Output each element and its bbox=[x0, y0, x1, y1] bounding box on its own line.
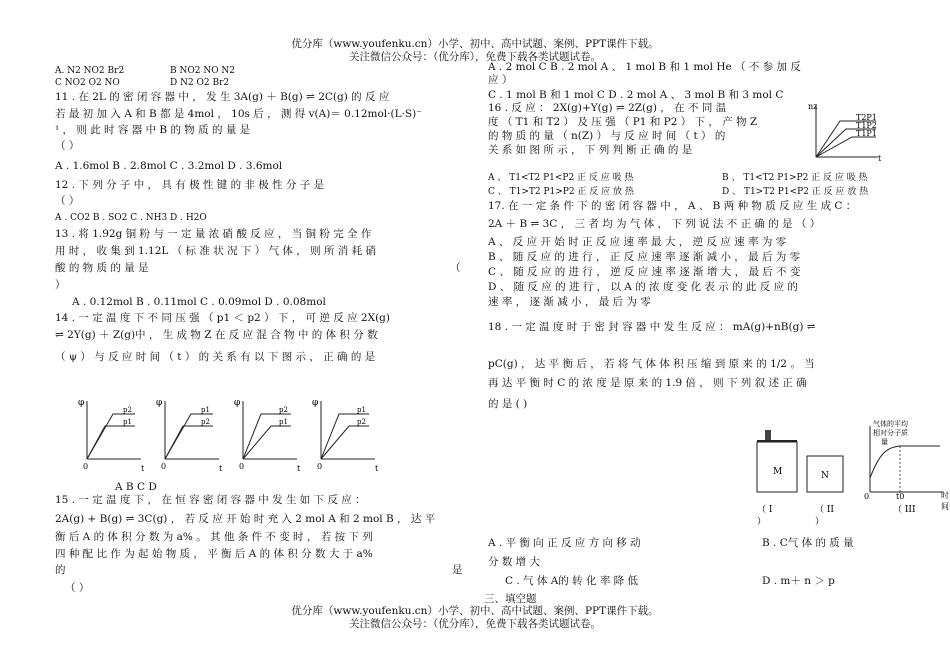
q14-graph-b-y-label: φ bbox=[156, 398, 163, 408]
q14-graph-c-label-p1: p1 bbox=[279, 418, 288, 426]
q14-graph-d-label-p2: p2 bbox=[357, 418, 366, 426]
q18-fig-t0: t0 bbox=[896, 492, 905, 501]
q15-line-4: 四 种 配 比 作 为 起 始 物 质 ， 平 衡 后 A 的 体 积 分 数 大 于 a% bbox=[55, 548, 373, 560]
q14-graph-b-label-p1: p1 bbox=[201, 406, 210, 414]
q12-line-1: 12 . 下 列 分 子 中 ， 具 有 极 性 键 的 非 极 性 分 子 是 bbox=[55, 179, 325, 191]
q18-line-1: 18 . 一 定 温 度 时 于 密 封 容 器 中 发 生 反 应 ： mA(g)+nB(g) ⇌ bbox=[488, 321, 816, 333]
q16-line-2: 度 （ T1 和 T2 ） 及 压 强 （ P1 和 P2 ） 下 ， 产 物 Z bbox=[488, 116, 758, 128]
q14-graph-c-origin: 0 bbox=[239, 462, 245, 471]
q18-figure bbox=[745, 418, 950, 528]
q15-options-line-3: C . 1 mol B 和 1 mol C D . 2 mol A 、 3 mol B 和 3 mol C bbox=[488, 89, 784, 101]
q11-line-4: （ ） bbox=[55, 140, 80, 152]
q11-line-2: 若 最 初 加 入 A 和 B 都 是 4mol ， 10s 后 ， 测 得 v(A)＝ 0.12mol·(L·S)⁻ bbox=[55, 108, 422, 120]
q15-line-3: 衡 后 A 的 体 积 分 数 为 a% 。 其 他 条 件 不 变 时 ， 若 按 下 列 bbox=[55, 531, 373, 543]
q18-fig-y-label-2: 相对分子质 bbox=[873, 429, 908, 437]
q10-option-c: C NO2 O2 NO bbox=[55, 78, 120, 88]
q18-line-3: 再 达 平 衡 时 C 的 浓 度 是 原 来 的 1.9 倍 ， 则 下 列 叙 述 正 确 bbox=[488, 377, 807, 389]
section-3-heading: 三、填空题 bbox=[484, 593, 537, 605]
q18-fig-piston-rod bbox=[765, 430, 771, 440]
header-line-1: 优分库（www.youfenku.cn）小学、初中、高中试题、案例、PPT课件下载。 bbox=[291, 38, 659, 50]
q17-option-c: C 、 随 反 应 的 进 行 ， 逆 反 应 速 率 逐 渐 增 大 ， 最 后 不 变 bbox=[488, 266, 801, 278]
q17-option-a: A 、 反 应 开 始 时 正 反 应 速 率 最 大 ， 逆 反 应 速 率 为 零 bbox=[488, 236, 787, 248]
q15-line-2: 2A(g) + B(g) ⇌ 3C(g) ， 若 反 应 开 始 时 充 入 2 mol A 和 2 mol B ， 达 平 bbox=[55, 513, 436, 525]
q14-graph-c-x-label: t bbox=[297, 464, 301, 473]
q16-figure bbox=[808, 101, 888, 163]
header-line-2: 关注微信公众号：（优分库），免费下载各类试题试卷。 bbox=[349, 51, 601, 63]
q18-line-4: 的 是 ( ) bbox=[488, 398, 528, 410]
q15-line-5: 的 bbox=[55, 564, 66, 576]
q13-line-2: 用 时 ， 收 集 到 1.12L （ 标 准 状 况 下 ） 气 体 ， 则 所 消 耗 硝 bbox=[55, 245, 376, 257]
q10-option-d: D N2 O2 Br2 bbox=[170, 78, 230, 88]
q14-graph-c-curve-p1 bbox=[243, 426, 291, 459]
q18-option-d: D . m＋ n ＞ p bbox=[762, 575, 835, 587]
q10-option-b: B NO2 NO N2 bbox=[170, 66, 236, 76]
q18-fig-caption-2-close: ） bbox=[815, 517, 825, 527]
q16-fig-label-1: T2P1 bbox=[856, 113, 877, 122]
q18-option-c: C . 气 体 A的 转 化 率 降 低 bbox=[505, 575, 638, 587]
q14-graph-a-x-label: t bbox=[141, 464, 145, 473]
q14-graph-b-x-label: t bbox=[219, 464, 223, 473]
q16-line-4: 关 系 如 图 所 示 ， 下 列 判 断 正 确 的 是 bbox=[488, 144, 693, 156]
q13-options: A . 0.12mol B . 0.11mol C . 0.09mol D . 0.08mol bbox=[72, 296, 326, 308]
q16-fig-x-label: t bbox=[878, 154, 882, 163]
q15-line-6: （ ） bbox=[65, 582, 90, 594]
q17-line-1: 17. 在 一 定 条 件 下 的 密 闭 容 器 中 ， A 、 B 两 种 物 质 反 应 生 成 C ： bbox=[488, 200, 857, 212]
q14-graph-b-label-p2: p2 bbox=[201, 418, 210, 426]
q15-line-5-end: 是 bbox=[452, 564, 463, 576]
q14-graph-d-y-label: φ bbox=[312, 398, 319, 408]
q12-line-2: （ ） bbox=[55, 195, 80, 207]
q12-options: A . CO2 B . SO2 C . NH3 D . H2O bbox=[55, 213, 207, 223]
q17-option-d-line-1: D 、 随 反 应 的 进 行 ， 以 A 的 浓 度 变 化 表 示 的 此 反 应 的 bbox=[488, 281, 798, 293]
q18-fig-caption-3: （ III bbox=[893, 505, 916, 515]
q15-options-line-1: A . 2 mol C B . 2 mol A 、 1 mol B 和 1 mol He （ 不 参 加 反 bbox=[488, 61, 801, 73]
q18-fig-caption-1: （ I bbox=[757, 505, 773, 515]
q14-graph-a-label-p1: p1 bbox=[123, 418, 132, 426]
q14-graph-d-curve-p2 bbox=[321, 426, 369, 459]
q18-fig-caption-2: （ II bbox=[815, 505, 834, 515]
q18-fig-label-m: M bbox=[773, 467, 783, 477]
q10-option-a: A. N2 NO2 Br2 bbox=[55, 66, 125, 76]
q14-graph-a-y-label: φ bbox=[78, 398, 85, 408]
q16-line-3: 的 物 质 的 量 （ n(Z) ） 与 反 应 时 间 （ t ） 的 bbox=[488, 130, 726, 142]
q18-option-b-line-2: 分 数 增 大 bbox=[488, 556, 541, 568]
q16-option-a: A 、 T1<T2 P1<P2 正 反 应 吸 热 bbox=[488, 173, 634, 183]
q18-fig-y-label-1: 气体的平均 bbox=[873, 420, 908, 428]
q16-line-1: 16 . 反 应 ： 2X(g)+Y(g) ⇌ 2Z(g) ， 在 不 同 温 bbox=[488, 102, 727, 114]
q14-graph-a-origin: 0 bbox=[83, 462, 89, 471]
q16-fig-curve-3 bbox=[816, 137, 876, 157]
q14-graph-c-y-label: φ bbox=[234, 398, 241, 408]
q16-option-d: D 、 T1>T2 P1<P2 正 反 应 放 热 bbox=[722, 187, 869, 197]
q18-fig-y-label-3: 量 bbox=[881, 438, 888, 446]
q15-options-line-2: 应 ） bbox=[488, 74, 513, 86]
q16-option-c: C 、 T1>T2 P1>P2 正 反 应 放 热 bbox=[488, 187, 634, 197]
q13-line-3: 酸 的 物 质 的 量 是 bbox=[55, 262, 149, 274]
q16-fig-label-3: T1P1 bbox=[856, 129, 877, 138]
q18-option-a: A . 平 衡 向 正 反 应 方 向 移 动 bbox=[488, 537, 641, 549]
q18-fig-caption-1-close: ） bbox=[757, 517, 767, 527]
footer-line-2: 关注微信公众号：（优分库），免费下载各类试题试卷。 bbox=[349, 618, 601, 630]
q14-graph-b-curve-p2 bbox=[165, 426, 213, 459]
q16-option-b: B 、 T1<T2 P1>P2 正 反 应 吸 热 bbox=[722, 173, 868, 183]
q14-graph-d-origin: 0 bbox=[317, 462, 323, 471]
q14-options: A B C D bbox=[115, 481, 157, 493]
q14-graph-d-label-p1: p1 bbox=[357, 406, 366, 414]
q11-line-3: ¹ ， 则 此 时 容 器 中 B 的 物 质 的 量 是 bbox=[55, 124, 251, 136]
q18-fig-label-n: N bbox=[821, 471, 829, 481]
q18-fig-x-label-2: 间 bbox=[941, 502, 949, 511]
q17-line-2: 2A ＋ B ⇌ 3C ， 三 者 均 为 气 体 ， 下 列 说 法 不 正 确 的 是 （ ） bbox=[488, 218, 821, 230]
q18-line-2: pC(g) ， 达 平 衡 后 ， 若 将 气 体 体 积 压 缩 到 原 来 的 1/2 。 当 bbox=[488, 358, 815, 370]
q18-fig-x-label-1: 时 bbox=[941, 491, 949, 500]
q17-option-d-line-2: 速 率 ， 逐 渐 减 小 ， 最 后 为 零 bbox=[488, 296, 651, 308]
q14-graph-a-curve-p1 bbox=[87, 426, 135, 459]
q13-line-3-bracket: （ bbox=[450, 262, 461, 274]
q14-graph-d-x-label: t bbox=[375, 464, 379, 473]
q14-line-1: 14 . 一 定 温 度 下 不 同 压 强 （ p1 ＜ p2 ） 下 ， 可 逆 反 应 2X(g) bbox=[55, 312, 390, 324]
q14-line-2: ⇌ 2Y(g) ＋ Z(g)中 ， 生 成 物 Z 在 反 应 混 合 物 中 的 体 积 分 数 bbox=[55, 329, 378, 341]
q15-line-1: 15 . 一 定 温 度 下 ， 在 恒 容 密 闭 容 器 中 发 生 如 下 反 应 ： bbox=[55, 494, 366, 506]
q13-line-4: ） bbox=[55, 279, 66, 291]
q16-fig-label-2: T1P2 bbox=[856, 121, 877, 130]
q14-graph-c-label-p2: p2 bbox=[279, 406, 288, 414]
q18-fig-curve bbox=[870, 446, 940, 478]
q18-option-b: B . C气 体 的 质 量 bbox=[762, 537, 854, 549]
footer-line-1: 优分库（www.youfenku.cn）小学、初中、高中试题、案例、PPT课件下载。 bbox=[291, 605, 659, 617]
q14-graphs bbox=[75, 395, 445, 475]
q11-line-1: 11 . 在 2L 的 密 闭 容 器 中 ， 发 生 3A(g) ＋ B(g) ⇌ 2C(g) 的 反 应 bbox=[55, 91, 390, 103]
q14-graph-a-label-p2: p2 bbox=[123, 406, 132, 414]
q14-graph-b-origin: 0 bbox=[161, 462, 167, 471]
q17-option-b: B 、 随 反 应 的 进 行 ， 正 反 应 速 率 逐 渐 减 小 ， 最 后 为 零 bbox=[488, 251, 801, 263]
q18-fig-origin: 0 bbox=[864, 492, 870, 501]
q13-line-1: 13 . 将 1.92g 铜 粉 与 一 定 量 浓 硝 酸 反 应 ， 当 铜 粉 完 全 作 bbox=[55, 228, 372, 240]
q14-line-3: （ ψ ） 与 反 应 时 间 （ t ） 的 关 系 有 以 下 图 示 ， 正 确 的 是 bbox=[55, 351, 376, 363]
q11-options: A . 1.6mol B . 2.8mol C . 3.2mol D . 3.6mol bbox=[55, 160, 283, 172]
q16-fig-y-label: nz bbox=[808, 102, 818, 111]
